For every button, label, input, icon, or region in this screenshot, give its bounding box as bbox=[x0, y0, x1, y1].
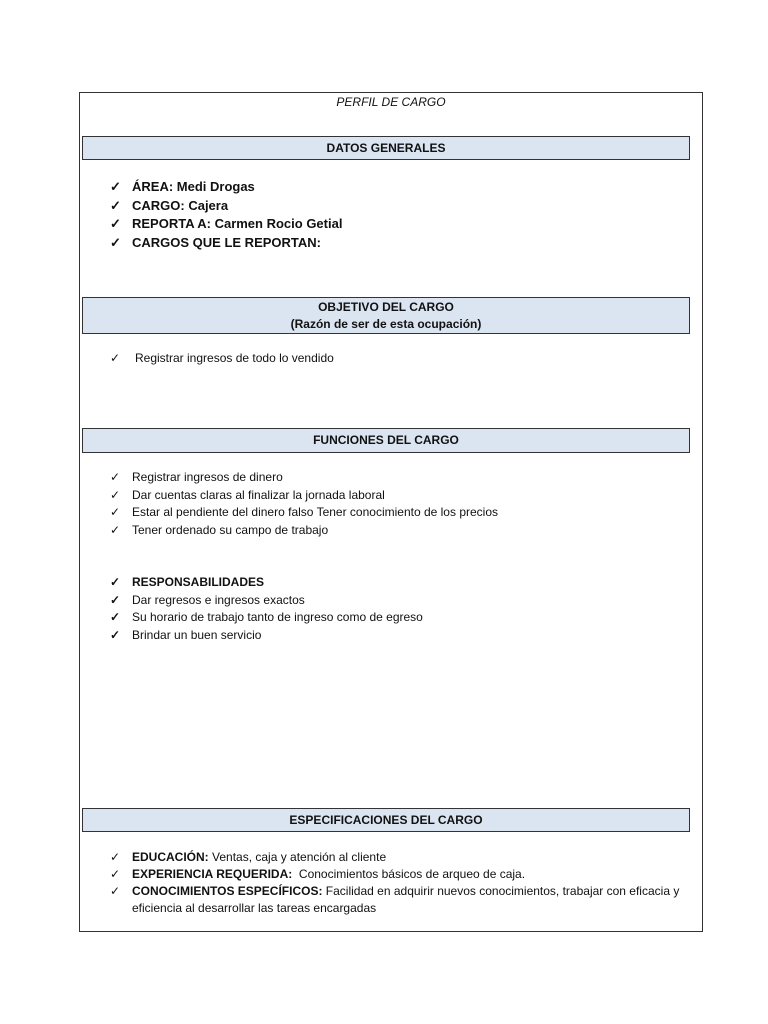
checkmark-icon: ✓ bbox=[110, 850, 121, 864]
list-item: ✓ EDUCACIÓN: Ventas, caja y atención al cliente bbox=[110, 850, 387, 864]
list-item: ✓ REPORTA A: Carmen Rocio Getial bbox=[110, 215, 342, 234]
list-item: ✓ CARGOS QUE LE REPORTAN: bbox=[110, 234, 342, 253]
checkmark-icon: ✓ bbox=[110, 487, 121, 502]
list-item: ✓ Registrar ingresos de todo lo vendido bbox=[110, 350, 334, 368]
checkmark-icon: ✓ bbox=[110, 522, 121, 537]
section-header-funciones: FUNCIONES DEL CARGO bbox=[82, 428, 690, 453]
checkmark-icon: ✓ bbox=[110, 234, 121, 250]
list-item: ✓ Dar cuentas claras al finalizar la jornada laboral bbox=[110, 487, 498, 505]
checkmark-icon: ✓ bbox=[110, 216, 121, 231]
list-item: ✓ EXPERIENCIA REQUERIDA: Conocimientos básicos de arqueo de caja. bbox=[110, 867, 526, 881]
checkmark-icon: ✓ bbox=[110, 197, 121, 213]
list-item: ✓ ÁREA: Medi Drogas bbox=[110, 178, 342, 197]
datos-generales-list bbox=[110, 178, 342, 252]
list-item: ✓ RESPONSABILIDADES bbox=[110, 574, 423, 592]
funciones-list bbox=[110, 469, 498, 539]
checkmark-icon: ✓ bbox=[110, 351, 121, 365]
objetivo-list bbox=[110, 350, 334, 368]
checkmark-icon: ✓ bbox=[110, 470, 121, 484]
checkmark-icon: ✓ bbox=[110, 627, 121, 642]
list-item: ✓ Registrar ingresos de dinero bbox=[110, 469, 498, 487]
checkmark-icon: ✓ bbox=[110, 884, 121, 898]
section-header-especificaciones: ESPECIFICACIONES DEL CARGO bbox=[82, 808, 690, 832]
checkmark-icon: ✓ bbox=[110, 179, 121, 194]
list-item: ✓ Su horario de trabajo tanto de ingreso como de egreso bbox=[110, 609, 423, 627]
checkmark-icon: ✓ bbox=[110, 505, 121, 520]
section-header-datos-generales: DATOS GENERALES bbox=[82, 136, 690, 160]
checkmark-icon: ✓ bbox=[110, 867, 121, 881]
checkmark-icon: ✓ bbox=[110, 592, 121, 607]
section-header-objetivo: OBJETIVO DEL CARGO (Razón de ser de esta ocupación) bbox=[82, 297, 690, 334]
list-item: ✓ CONOCIMIENTOS ESPECÍFICOS: Facilidad en adquirir nuevos conocimientos, trabajar con eficacia y eficiencia al desarrollar las tareas encargadas bbox=[110, 884, 680, 915]
profile-document bbox=[79, 92, 703, 932]
list-item: ✓ CARGO: Cajera bbox=[110, 197, 342, 216]
responsabilidades-list bbox=[110, 574, 423, 644]
list-item: ✓ Dar regresos e ingresos exactos bbox=[110, 592, 423, 610]
especificaciones-list bbox=[110, 849, 695, 917]
list-item: ✓ Tener ordenado su campo de trabajo bbox=[110, 522, 498, 540]
list-item: ✓ Estar al pendiente del dinero falso Tener conocimiento de los precios bbox=[110, 504, 498, 522]
checkmark-icon: ✓ bbox=[110, 610, 121, 625]
document-title: PERFIL DE CARGO bbox=[336, 95, 446, 109]
checkmark-icon: ✓ bbox=[110, 575, 121, 589]
list-item: ✓ Brindar un buen servicio bbox=[110, 627, 423, 645]
